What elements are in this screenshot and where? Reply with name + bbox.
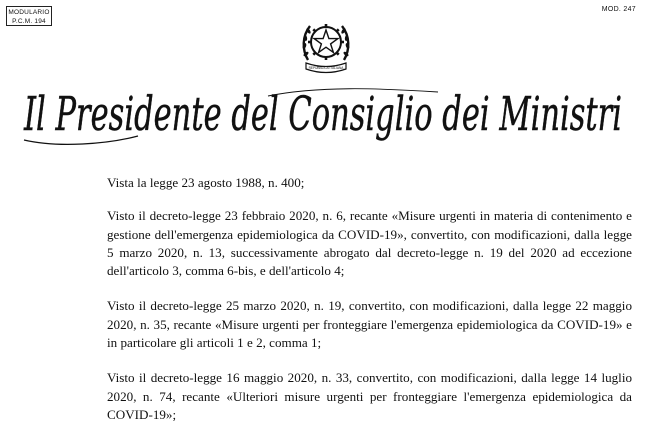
document-body (107, 174, 632, 441)
emblem-motto-ribbon (298, 63, 354, 77)
paragraph-decreto-6: Visto il decreto-legge 23 febbraio 2020, n. 6, recante «Misure urgenti in materia di contenimento e gestione dell'emergenza epidemiologica da COVID-19», convertito, con modificazioni, dalla legge 5 marzo 2020, n. 13, successivamente abrogato dal decreto-legge n. 19 del 2020 ad eccezione dell'articolo 3, comma 6-bis, e dell'articolo 4; (107, 208, 632, 279)
stamp-line-2: P.C.M. 194 (12, 18, 46, 25)
paragraph-decreto-33: Visto il decreto-legge 16 maggio 2020, n. 33, convertito, con modificazioni, dalla legge 14 luglio 2020, n. 74, recante «Ulteriori misure urgenti per fronteggiare l'emergenza epidemiologica da COVID-19»; (107, 370, 632, 422)
emblem-motto: REPUBBLICA ITALIANA (308, 66, 344, 70)
page-title-text: Il Presidente del Consiglio dei Ministri (23, 87, 623, 142)
paragraph-decreto-19: Visto il decreto-legge 25 marzo 2020, n. 19, convertito, con modificazioni, dalla legge 22 maggio 2020, n. 35, recante «Misure urgenti per fronteggiare l'emergenza epidemiologica da COVID-19» e in particolare gli articoli 1 e 2, comma 1; (107, 298, 632, 351)
mod-code: MOD. 247 (601, 6, 636, 13)
page-title (18, 78, 632, 148)
paragraph-vista-legge: Vista la legge 23 agosto 1988, n. 400; (107, 175, 305, 190)
modulario-stamp (6, 6, 52, 26)
stamp-line-1: MODULARIO (8, 9, 50, 16)
